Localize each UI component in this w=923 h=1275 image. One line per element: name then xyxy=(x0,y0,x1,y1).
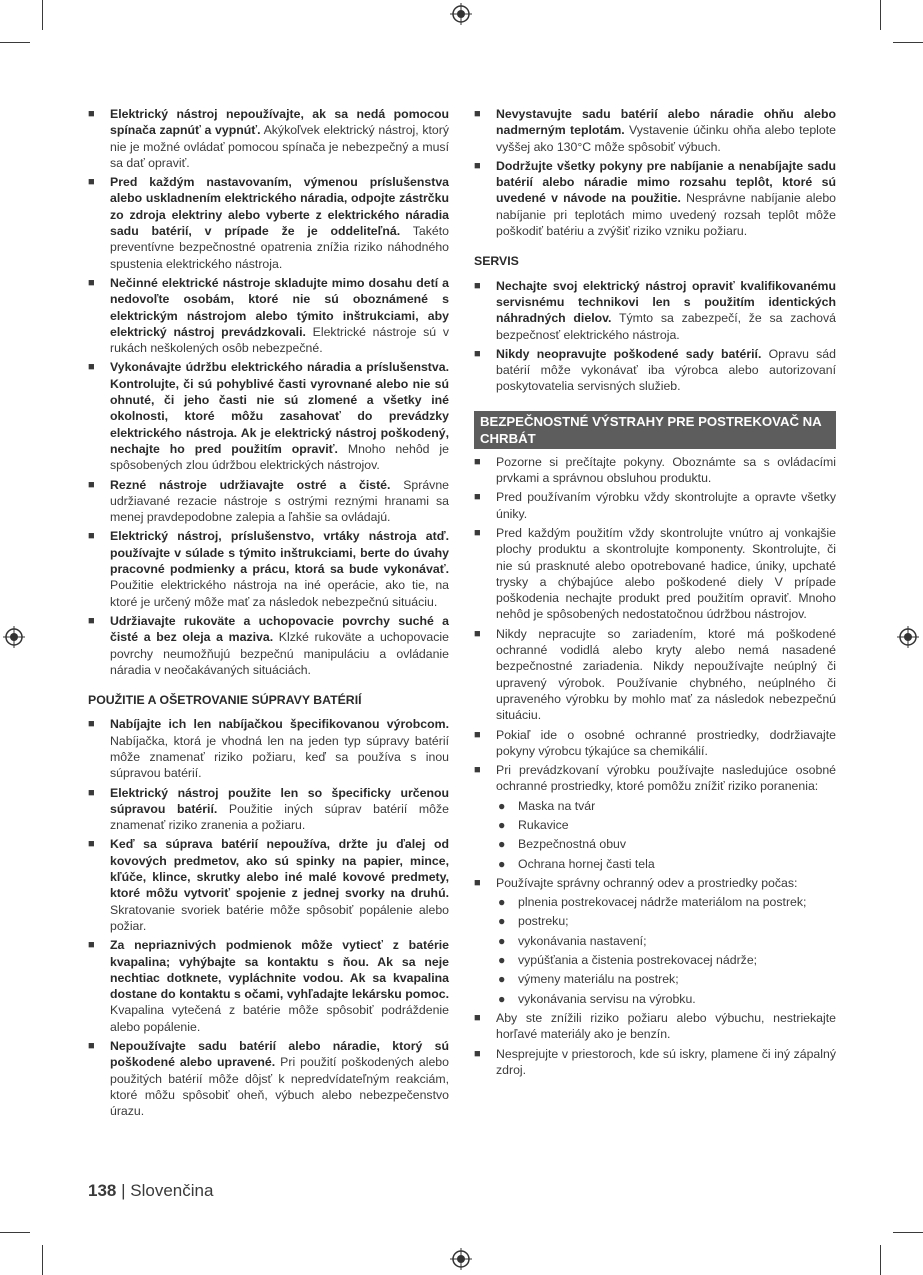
registration-mark-icon xyxy=(897,626,919,648)
item-text: Kvapalina vytečená z batérie môže spôsobiť podráždenie alebo popálenie. xyxy=(110,1003,449,1034)
bullet-item xyxy=(88,613,449,678)
bullet-item xyxy=(474,525,836,623)
item-text: Pri prevádzkovaní výrobku používajte nasledujúce osobné ochranné prostriedky, ktoré pomôžu znížiť riziko poranenia: xyxy=(496,763,836,794)
item-bold-text: Za nepriaznivých podmienok môže vytiecť z batérie kvapalina; vyhýbajte sa kontaktu s ňou. Ak sa neje nechtiac dotknete, vypláchnite vodou. Ak sa kvapalina dostane do kontaktu s očami, vyhľadajte lekársku pomoc. xyxy=(110,938,449,1002)
round-bullet-icon: ● xyxy=(498,933,506,948)
bullet-item xyxy=(88,836,449,934)
square-bullet-icon: ■ xyxy=(88,276,95,289)
item-bold-text: Rezné nástroje udržiavajte ostré a čisté. xyxy=(110,477,391,492)
bullet-item xyxy=(88,106,449,171)
square-bullet-icon: ■ xyxy=(474,764,481,777)
square-bullet-icon: ■ xyxy=(88,176,95,189)
square-bullet-icon: ■ xyxy=(88,939,95,952)
registration-mark-icon xyxy=(450,1248,472,1270)
item-bold-text: Pred každým nastavovaním, výmenou príslušenstva alebo uskladnením elektrického náradia, odpojte zástrčku zo zdroja elektriny alebo vyberte z elektrického náradia sadu batérií, v prípade že je oddeliteľná. xyxy=(110,175,449,239)
footer-language: Slovenčina xyxy=(130,1181,214,1200)
square-bullet-icon: ■ xyxy=(474,526,481,539)
crop-mark xyxy=(893,1232,923,1233)
square-bullet-icon: ■ xyxy=(88,530,95,543)
bullet-item xyxy=(88,275,449,356)
item-text: Použitie iných súprav batérií môže znamenať riziko zranenia a požiaru. xyxy=(110,801,449,833)
crop-mark xyxy=(42,0,43,30)
footer-separator: | xyxy=(116,1181,131,1200)
sub-bullet-item xyxy=(474,913,836,929)
item-text: Pred používaním výrobku vždy skontrolujte a opravte všetky úniky. xyxy=(496,490,836,521)
item-text: Používajte správny ochranný odev a prostriedky počas: xyxy=(496,875,798,890)
left-column xyxy=(88,106,449,1123)
bullet-item xyxy=(88,477,449,526)
square-bullet-icon: ■ xyxy=(474,159,481,172)
square-bullet-icon: ■ xyxy=(88,614,95,627)
sub-bullet-item xyxy=(474,991,836,1007)
sub-bullet-item xyxy=(474,933,836,949)
bullet-item xyxy=(474,346,836,395)
bullet-item xyxy=(88,785,449,834)
sub-item-text: plnenia postrekovacej nádrže materiálom na postrek; xyxy=(518,895,807,910)
item-bold-text: Elektrický nástroj, príslušenstvo, vrtáky nástroja atď. používajte v súlade s týmito inštrukciami, berte do úvahy pracovné podmienky a prácu, ktorá sa bude vykonávať. xyxy=(110,529,449,577)
round-bullet-icon: ● xyxy=(498,914,506,929)
sub-item-text: vykonávania servisu na výrobku. xyxy=(518,991,696,1006)
crop-mark xyxy=(880,1245,881,1275)
sub-bullet-item xyxy=(474,817,836,833)
item-text: Nabíjačka, ktorá je vhodná len na jeden typ súpravy batérií môže znamenať riziko požiaru, keď sa používa s inou súpravou batérií. xyxy=(110,733,449,781)
square-bullet-icon: ■ xyxy=(474,876,481,889)
item-text: Nesprávne nabíjanie alebo nabíjanie pri teplotách mimo uvedený rozsah teplôt môže poškodiť batériu a zvýšiť riziko vzniku požiaru. xyxy=(496,191,836,239)
round-bullet-icon: ● xyxy=(498,972,506,987)
item-bold-text: Elektrický nástroj použite len so špecificky určenou súpravou batérií. xyxy=(110,785,449,816)
item-text: Pokiaľ ide o osobné ochranné prostriedky, dodržiavajte pokyny výrobcu týkajúce sa chemikálií. xyxy=(496,727,836,758)
item-text: Pri použití poškodených alebo použitých batérií môže dôjsť k nepredvídateľným reakciám, ktoré môžu spôsobiť oheň, výbuch alebo nebezpečenstvo úrazu. xyxy=(110,1055,449,1119)
item-text: Elektrické nástroje sú v rukách neškolených osôb nebezpečné. xyxy=(110,324,449,356)
round-bullet-icon: ● xyxy=(498,798,506,813)
item-text: Vystavenie účinku ohňa alebo teplote vyššej ako 130°C môže spôsobiť výbuch. xyxy=(496,123,836,154)
bullet-item xyxy=(474,489,836,522)
bullet-item xyxy=(474,1010,836,1043)
item-text: Nikdy nepracujte so zariadením, ktoré má poškodené ochranné vodidlá alebo kryty alebo nemá nasadené bezpečnostné zariadenia. Nikdy nepoužívajte neúplný či upravený výrobok. Používanie chybného, neúplného či upraveného výrobku by mohlo mať za následok nebezpečnú situáciu. xyxy=(496,626,836,723)
section-heading-box: BEZPEČNOSTNÉ VÝSTRAHY PRE POSTREKOVAČ NA CHRBÁT xyxy=(474,411,836,449)
sub-bullet-item xyxy=(474,894,836,910)
square-bullet-icon: ■ xyxy=(474,279,481,292)
item-text: Nesprejujte v priestoroch, kde sú iskry, plamene či iný zápalný zdroj. xyxy=(496,1046,836,1077)
crop-mark xyxy=(0,42,30,43)
square-bullet-icon: ■ xyxy=(88,478,95,491)
bullet-item xyxy=(474,106,836,155)
right-column xyxy=(474,106,836,1081)
bullet-item xyxy=(474,875,836,891)
item-bold-text: Nikdy neopravujte poškodené sady batérií. xyxy=(496,346,762,361)
bullet-item xyxy=(474,626,836,724)
round-bullet-icon: ● xyxy=(498,953,506,968)
bullet-item xyxy=(88,716,449,781)
sub-item-text: vykonávania nastavení; xyxy=(518,933,647,948)
item-text: Mnoho nehôd je spôsobených zlou údržbou elektrických nástrojov. xyxy=(110,441,449,473)
item-bold-text: Nevystavujte sadu batérií alebo náradie ohňu alebo nadmerným teplotám. xyxy=(496,107,836,138)
sub-item-text: Bezpečnostná obuv xyxy=(518,837,627,852)
bullet-item xyxy=(88,937,449,1035)
item-text: Aby ste znížili riziko požiaru alebo výbuchu, nestriekajte horľavé materiály ako je benzín. xyxy=(496,1010,836,1042)
item-text: Skratovanie svoriek batérie môže spôsobiť popálenie alebo požiar. xyxy=(110,902,449,933)
bullet-item xyxy=(474,727,836,760)
bullet-item xyxy=(88,528,449,609)
crop-mark xyxy=(893,42,923,43)
sub-item-text: Maska na tvár xyxy=(518,798,596,813)
item-bold-text: Vykonávajte údržbu elektrického náradia a príslušenstva. Kontrolujte, či sú pohyblivé časti vyrovnané alebo nie sú ohnuté, či jeho časti nie sú zlomené a všetky iné okolnosti, ktoré môžu zasahovať do prevádzky elektrického nástroja. Ak je elektrický nástroj poškodený, nechajte ho pred použitím opraviť. xyxy=(110,360,449,456)
square-bullet-icon: ■ xyxy=(474,108,481,120)
crop-mark xyxy=(42,1245,43,1275)
item-bold-text: Keď sa súprava batérií nepoužíva, držte ju ďalej od kovových predmetov, ako sú spinky na papier, mince, kľúče, klince, skrutky alebo iné malé kovové predmety, ktoré môžu vytvoriť spojenie z jednej svorky na druhú. xyxy=(110,837,449,901)
bullet-item xyxy=(88,359,449,473)
item-bold-text: Nepoužívajte sadu batérií alebo náradie, ktorý sú poškodené alebo upravené. xyxy=(110,1039,449,1070)
round-bullet-icon: ● xyxy=(498,837,506,852)
section-heading: SERVIS xyxy=(474,254,519,269)
item-bold-text: Nabíjajte ich len nabíjačkou špecifikovanou výrobcom. xyxy=(110,717,449,732)
item-bold-text: Elektrický nástroj nepoužívajte, ak sa nedá pomocou spínača zapnúť a vypnúť. xyxy=(110,107,449,138)
square-bullet-icon: ■ xyxy=(474,491,481,504)
item-text: Týmto sa zabezpečí, že sa zachová bezpečnosť elektrického nástroja. xyxy=(496,311,837,342)
crop-mark xyxy=(880,0,881,30)
item-bold-text: Udržiavajte rukoväte a uchopovacie povrchy suché a čisté a bez oleja a maziva. xyxy=(110,613,449,645)
item-text: Použitie elektrického nástroja na iné operácie, ako tie, na ktoré je určený môže mať za následok nebezpečnú situáciu. xyxy=(110,578,449,609)
item-text: Akýkoľvek elektrický nástroj, ktorý nie je možné ovládať pomocou spínača je nebezpečný a musí sa dať opraviť. xyxy=(110,123,449,170)
square-bullet-icon: ■ xyxy=(88,718,95,731)
item-text: Pozorne si prečítajte pokyny. Oboznámte sa s ovládacími prvkami a správnou obsluhou produktu. xyxy=(496,454,836,486)
sub-bullet-item xyxy=(474,856,836,872)
round-bullet-icon: ● xyxy=(498,895,506,910)
item-text: Opravu sád batérií môže vykonávať iba výrobca alebo autorizovaní poskytovatelia servisných služieb. xyxy=(496,346,836,394)
item-bold-text: Nečinné elektrické nástroje skladujte mimo dosahu detí a nedovoľte osobám, ktoré nie sú oboznámené s elektrickým nástrojom alebo týmito inštrukciami, aby elektrický nástroj prevádzkovali. xyxy=(110,275,449,339)
item-bold-text: Nechajte svoj elektrický nástroj opraviť kvalifikovanému servisnému technikovi len s použitím identických náhradných dielov. xyxy=(496,278,836,326)
sub-item-text: Ochrana hornej časti tela xyxy=(518,856,655,871)
item-text: Pred každým použitím vždy skontrolujte vnútro aj vonkajšie plochy produktu a skontrolujte komponenty. Skontrolujte, či nie sú prasknuté alebo opotrebované hadice, úniky, upchaté trysky a chýbajúce alebo poškodené diely V prípade poškodenia nechajte produkt pred použitím opraviť. Mnoho nehôd je spôsobených nedostatočnou údržbou nástrojov. xyxy=(496,525,836,622)
registration-mark-icon xyxy=(3,626,25,648)
section-heading: POUŽITIE A OŠETROVANIE SÚPRAVY BATÉRIÍ xyxy=(88,693,362,708)
square-bullet-icon: ■ xyxy=(474,728,481,741)
square-bullet-icon: ■ xyxy=(474,1011,481,1024)
round-bullet-icon: ● xyxy=(498,991,506,1006)
square-bullet-icon: ■ xyxy=(474,627,481,640)
item-text: Správne udržiavané rezacie nástroje s ostrými reznými hranami sa menej pravdepodobne zalepia a ľahšie sa ovládajú. xyxy=(110,477,449,525)
registration-mark-icon xyxy=(450,3,472,25)
item-bold-text: Dodržujte všetky pokyny pre nabíjanie a nenabíjajte sadu batérií alebo náradie mimo rozsahu teplôt, ktoré sú uvedené v návode na použitie. xyxy=(496,158,836,206)
square-bullet-icon: ■ xyxy=(88,786,95,799)
sub-bullet-item xyxy=(474,971,836,987)
round-bullet-icon: ● xyxy=(498,856,506,871)
page-footer xyxy=(88,1181,213,1201)
square-bullet-icon: ■ xyxy=(474,347,481,360)
sub-item-text: Rukavice xyxy=(518,817,569,832)
sub-item-text: výmeny materiálu na postrek; xyxy=(518,972,679,987)
bullet-item xyxy=(474,158,836,239)
item-text: Takéto preventívne bezpečnostné opatrenia znížia riziko náhodného spustenia elektrického nástroja. xyxy=(110,224,449,271)
square-bullet-icon: ■ xyxy=(88,838,95,851)
crop-mark xyxy=(0,1232,30,1233)
sub-item-text: vypúšťania a čistenia postrekovacej nádrže; xyxy=(518,953,758,968)
page-number: 138 xyxy=(88,1181,117,1200)
square-bullet-icon: ■ xyxy=(474,1047,481,1060)
square-bullet-icon: ■ xyxy=(474,455,481,468)
square-bullet-icon: ■ xyxy=(88,1040,95,1053)
sub-bullet-item xyxy=(474,836,836,852)
sub-bullet-item xyxy=(474,798,836,814)
bullet-item xyxy=(474,278,836,343)
bullet-item xyxy=(474,454,836,487)
bullet-item xyxy=(474,1046,836,1079)
sub-bullet-item xyxy=(474,952,836,968)
bullet-item xyxy=(88,1038,449,1119)
sub-item-text: postreku; xyxy=(518,914,569,929)
square-bullet-icon: ■ xyxy=(88,361,95,374)
square-bullet-icon: ■ xyxy=(88,108,95,120)
bullet-item xyxy=(474,762,836,795)
item-text: Klzké rukoväte a uchopovacie povrchy neumožňujú bezpečnú manipuláciu a ovládanie náradia v neočakávaných situáciách. xyxy=(110,630,449,677)
round-bullet-icon: ● xyxy=(498,817,506,832)
bullet-item xyxy=(88,174,449,272)
